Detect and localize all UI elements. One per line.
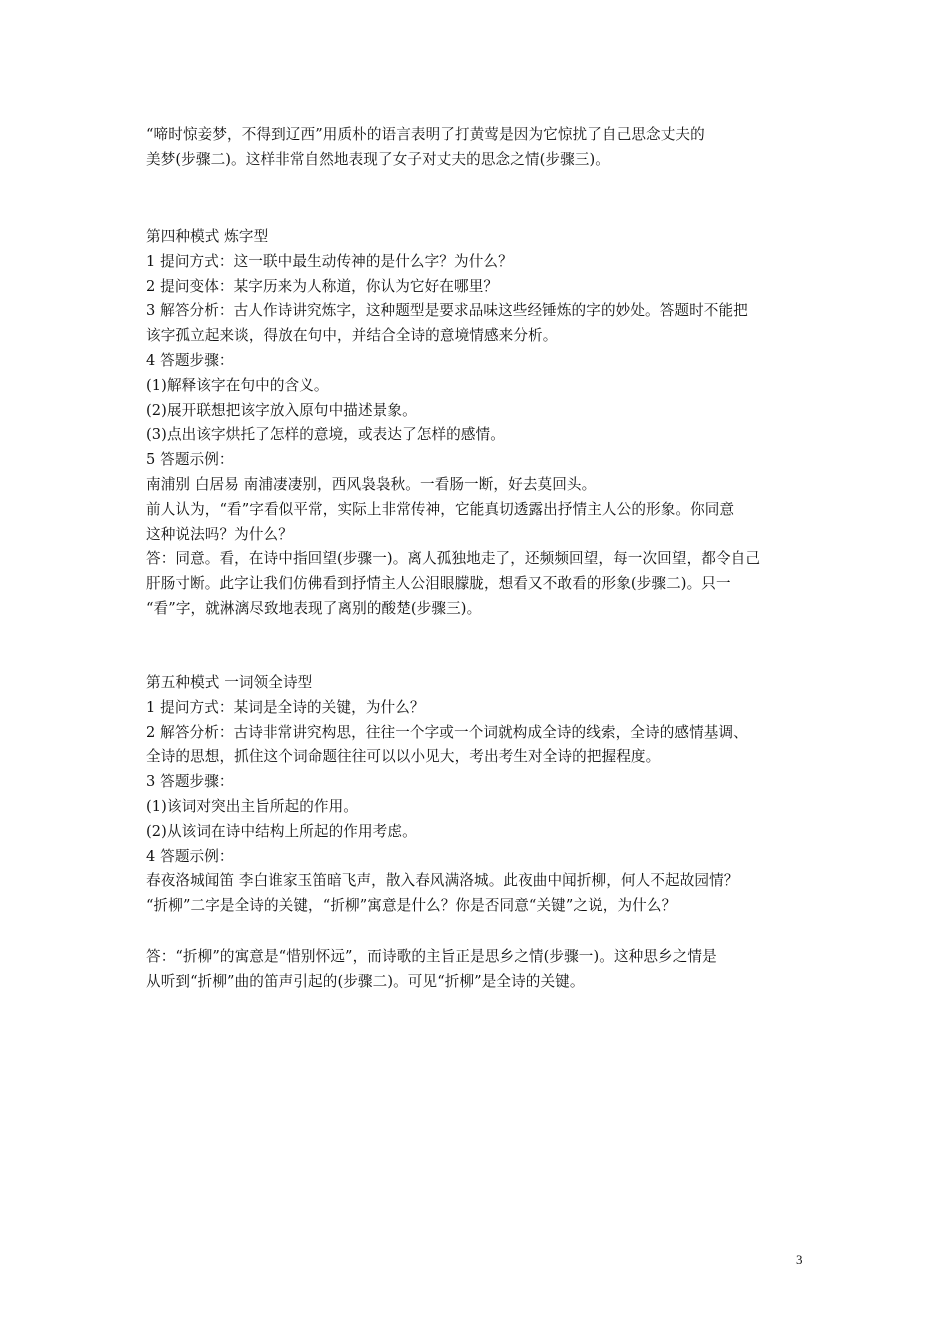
text-line: 春夜洛城闻笛 李白谁家玉笛暗飞声，散入春风满洛城。此夜曲中闻折柳，何人不起故园情？ <box>146 872 739 890</box>
text-line: 全诗的思想，抓住这个词命题往往可以以小见大，考出考生对全诗的把握程度。 <box>146 748 661 766</box>
text-line: 该字孤立起来谈，得放在句中，并结合全诗的意境情感来分析。 <box>146 327 558 345</box>
text-line: 美梦(步骤二)。这样非常自然地表现了女子对丈夫的思念之情(步骤三)。 <box>146 150 610 168</box>
text-line: 4 答题步骤： <box>146 351 234 369</box>
text-line: 这种说法吗？为什么？ <box>146 525 293 543</box>
section-5-answer <box>146 945 808 995</box>
text-line: 3 解答分析：古人作诗讲究炼字，这种题型是要求品味这些经锤炼的字的妙处。答题时不能把 <box>146 302 748 320</box>
text-line: “啼时惊妾梦，不得到辽西”用质朴的语言表明了打黄莺是因为它惊扰了自己思念丈夫的 <box>146 126 705 143</box>
section-4-heading: 第四种模式 炼字型 <box>146 228 269 245</box>
text-line: 答：同意。看，在诗中指回望(步骤一)。离人孤独地走了，还频频回望，每一次回望，都令自己 <box>146 550 761 568</box>
text-line: 3 答题步骤： <box>146 773 234 791</box>
text-line: (2)展开联想把该字放入原句中描述景象。 <box>146 401 417 419</box>
text-line: 2 提问变体：某字历来为人称道，你认为它好在哪里？ <box>146 277 499 295</box>
text-line: (1)解释该字在句中的含义。 <box>146 376 329 394</box>
text-line: 前人认为，“看”字看似平常，实际上非常传神，它能真切透露出抒情主人公的形象。你同意 <box>146 500 735 518</box>
text-line: 1 提问方式：某词是全诗的关键，为什么？ <box>146 698 425 716</box>
text-line: (1)该词对突出主旨所起的作用。 <box>146 797 358 815</box>
text-line: 4 答题示例： <box>146 847 234 865</box>
text-line: 1 提问方式：这一联中最生动传神的是什么字？为什么？ <box>146 252 513 270</box>
intro-paragraph <box>146 123 808 173</box>
text-line: “看”字，就淋漓尽致地表现了离别的酸楚(步骤三)。 <box>146 599 482 617</box>
text-line: 2 解答分析：古诗非常讲究构思，往往一个字或一个词就构成全诗的线索，全诗的感情基调、 <box>146 723 748 741</box>
text-line: 从听到“折柳”曲的笛声引起的(步骤二)。可见“折柳”是全诗的关键。 <box>146 972 585 990</box>
text-line: 肝肠寸断。此字让我们仿佛看到抒情主人公泪眼朦胧，想看又不敢看的形象(步骤二)。只一 <box>146 575 731 593</box>
text-line: (3)点出该字烘托了怎样的意境，或表达了怎样的感情。 <box>146 426 505 444</box>
section-5-heading: 第五种模式 一词领全诗型 <box>146 674 313 691</box>
text-line: (2)从该词在诗中结构上所起的作用考虑。 <box>146 822 417 840</box>
text-line: 答：“折柳”的寓意是“惜别怀远”，而诗歌的主旨正是思乡之情(步骤一)。这种思乡之情是 <box>146 948 717 965</box>
text-line: 南浦别 白居易 南浦凄凄别，西风袅袅秋。一看肠一断，好去莫回头。 <box>146 475 597 493</box>
section-4-block <box>146 225 808 622</box>
section-5-block <box>146 671 808 919</box>
page-number: 3 <box>796 1252 803 1267</box>
text-line: “折柳”二字是全诗的关键，“折柳”寓意是什么？你是否同意“关键”之说，为什么？ <box>146 897 677 915</box>
text-line: 5 答题示例： <box>146 451 234 469</box>
